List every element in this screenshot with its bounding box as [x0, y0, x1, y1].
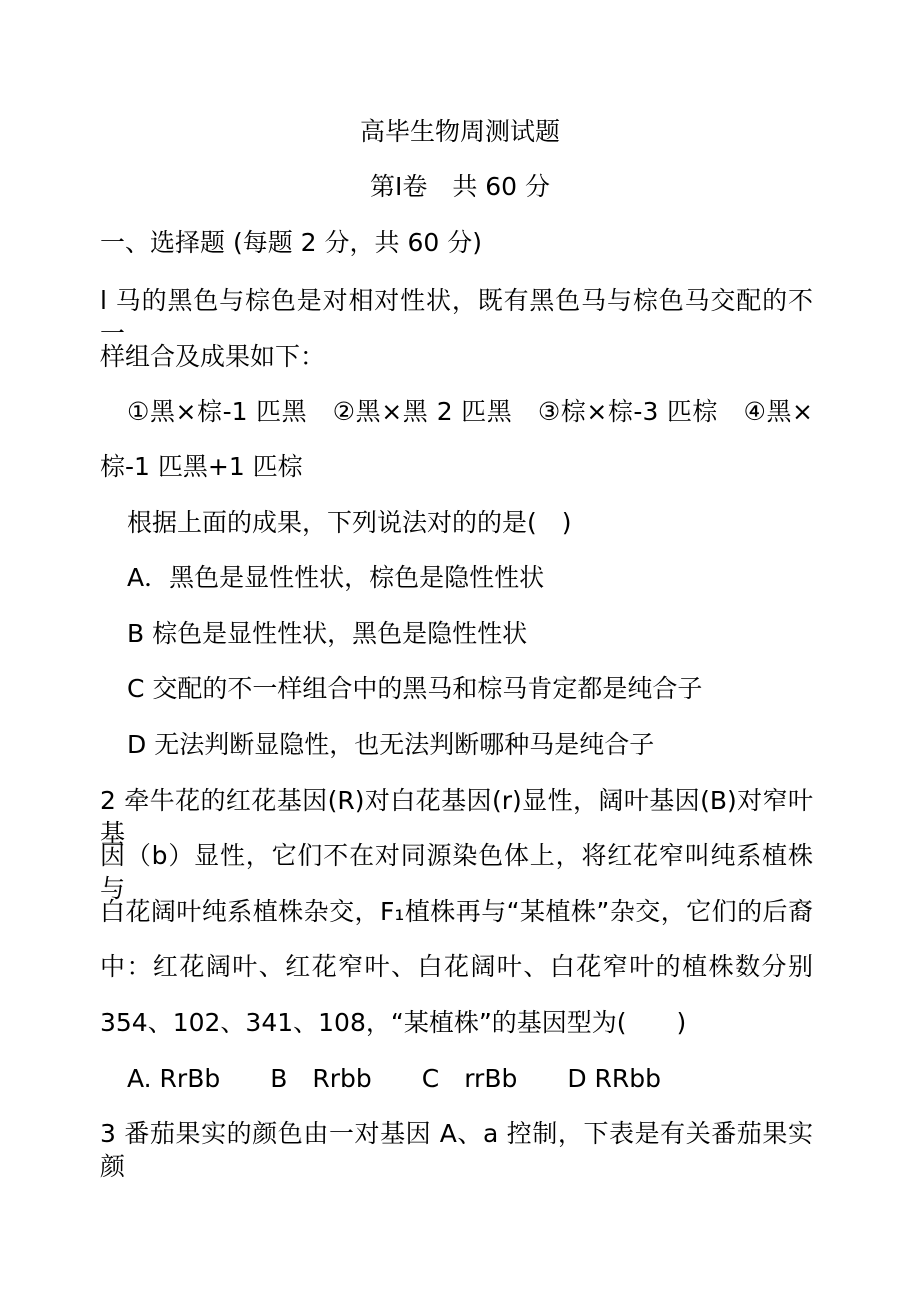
- q1-option-b: B 棕色是显性性状，黑色是隐性性状: [127, 619, 528, 648]
- q1-crosses-line1: ①黑×棕-1 匹黑 ②黑×黑 2 匹黑 ③棕×棕-3 匹棕 ④黑×: [127, 397, 813, 426]
- q2-stem-line3: 白花阔叶纯系植株杂交，F₁植株再与“某植株”杂交，它们的后裔: [100, 897, 813, 926]
- q2-options-row: A. RrBb B Rrbb C rrBb D RRbb: [127, 1064, 662, 1093]
- q1-option-d: D 无法判断显隐性，也无法判断哪种马是纯合子: [127, 730, 655, 759]
- q1-option-c: C 交配的不一样组合中的黑马和棕马肯定都是纯合子: [127, 674, 703, 703]
- q3-stem-line1: 3 番茄果实的颜色由一对基因 A、a 控制，下表是有关番茄果实颜: [100, 1119, 813, 1181]
- q1-option-a: A．黑色是显性性状，棕色是隐性性状: [127, 563, 545, 592]
- q1-crosses-line2: 棕-1 匹黑+1 匹棕: [100, 452, 303, 481]
- q1-stem-line2: 样组合及成果如下：: [100, 342, 326, 371]
- q2-stem-line2: 因（b）显性，它们不在对同源染色体上，将红花窄叫纯系植株与: [100, 841, 813, 903]
- q2-stem-line5: 354、102、341、108，“某植株”的基因型为( ): [100, 1008, 687, 1037]
- q2-stem-line1: 2 牵牛花的红花基因(R)对白花基因(r)显性，阔叶基因(B)对窄叶基: [100, 786, 813, 848]
- section-heading: 一、选择题 (每题 2 分，共 60 分): [100, 228, 482, 257]
- q2-stem-line4: 中：红花阔叶、红花窄叶、白花阔叶、白花窄叶的植株数分别: [100, 952, 813, 981]
- doc-title: 高毕生物周测试题: [359, 117, 560, 146]
- volume-header: 第I卷 共 60 分: [369, 172, 551, 201]
- q1-prompt: 根据上面的成果，下列说法对的的是( ): [127, 508, 572, 537]
- q1-stem-line1: l 马的黑色与棕色是对相对性状，既有黑色马与棕色马交配的不一: [100, 286, 813, 348]
